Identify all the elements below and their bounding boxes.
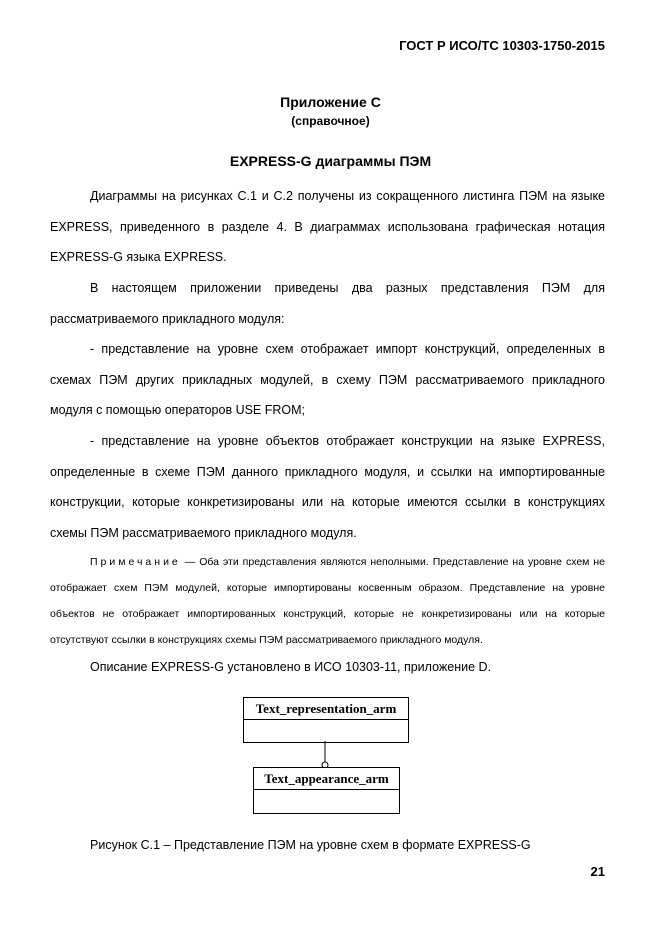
- figure-caption: Рисунок С.1 – Представление ПЭМ на уровне схем в формате EXPRESS-G: [90, 838, 531, 852]
- reference-paragraph: Описание EXPRESS-G установлено в ИСО 10303-11, приложение D.: [90, 660, 492, 674]
- use-from-connector: [315, 741, 335, 769]
- paragraph-diagrams: Диаграммы на рисунках С.1 и С.2 получены из сокращенного листинга ПЭМ на языке EXPRESS, приведенного в разделе 4. В диаграммах использована графическая нотация EXPRESS-G языка EXPRESS.: [50, 189, 605, 264]
- annex-title: Приложение С: [280, 94, 381, 110]
- section-title: EXPRESS-G диаграммы ПЭМ: [229, 153, 432, 169]
- schema-name-representation: Text_representation_arm: [244, 698, 408, 720]
- schema-name-appearance: Text_appearance_arm: [254, 768, 399, 790]
- note-block: [50, 549, 605, 653]
- annex-subtitle: (справочное): [291, 114, 370, 128]
- list-item-object-level: - представление на уровне объектов отображает конструкции на языке EXPRESS, определенные в схеме ПЭМ данного прикладного модуля, и ссылки на импортированные конструкции, которые конкретизированы или на которые имеются ссылки в конструкциях схемы ПЭМ рассматриваемого прикладного модуля.: [50, 434, 605, 540]
- note-label: Примечание: [90, 556, 181, 568]
- document-header: ГОСТ Р ИСО/ТС 10303-1750-2015: [399, 38, 605, 53]
- note-dash: —: [180, 556, 200, 568]
- schema-box-representation: [243, 697, 409, 743]
- page-number: 21: [590, 864, 605, 879]
- paragraph-representations: В настоящем приложении приведены два разных представления ПЭМ для рассматриваемого прикладного модуля:: [50, 281, 605, 326]
- list-item-schema-level: - представление на уровне схем отображает импорт конструкций, определенных в схемах ПЭМ других прикладных модулей, в схему ПЭМ рассматриваемого прикладного модуля с помощью операторов USE FROM;: [50, 342, 605, 417]
- note-text: Оба эти представления являются неполными. Представление на уровне схем не отображает схем ПЭМ модулей, которые импортированы косвенным образом. Представление на уровне объектов не отображает импортированных конструкций, которые не конкретизированы или на которые отсутствуют ссылки в конструкциях схемы ПЭМ рассматриваемого прикладного модуля.: [50, 556, 605, 646]
- schema-box-appearance: [253, 767, 400, 814]
